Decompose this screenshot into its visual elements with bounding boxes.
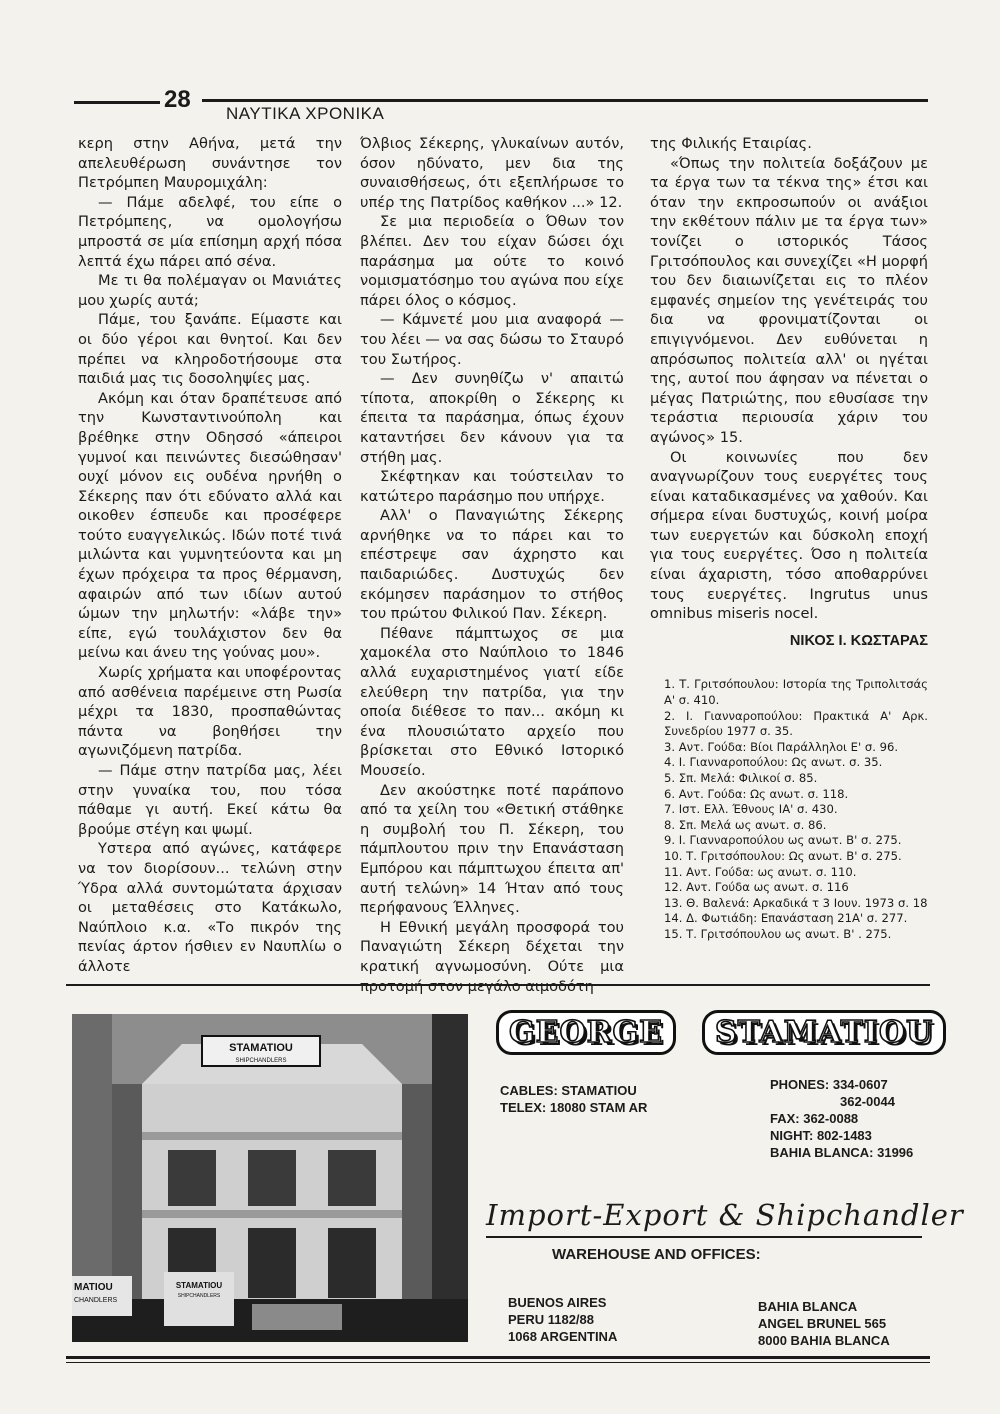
footnote: 5. Σπ. Μελά: Φιλικοί σ. 85.: [664, 771, 818, 785]
paragraph: — Δεν συνηθίζω ν' απαιτώ τίποτα, αποκρίθη ο Σέκερης κι έπειτα τα παράσημα, όπως έχουν καταντήσει δεν κάνουν για τα στήθη μας.: [360, 370, 624, 466]
paragraph: «Όπως την πολιτεία δοξάζουν με τα έργα των τα τέκνα της» έτσι και όταν την εκπροσωπούν οι ανάξιοι την εκθέτουν πάλιν με τα έργα των» τονίζει ο ιστορικός Τάσος Γριτσόπουλος και συνεχίζει «Η μορφή του δεν διαιωνίζεται εις το πλέον εμφανές σημείον της γενέτειράς του δια να φρονιματίζονται οι επιγιγνόμενοι. Δεν ευθύνεται η απρόσωπος πολιτεία αλλ' οι ηγέται της, αυτοί που άφησαν να πένεται ο μέγας Πατριώτης, που εθυσίασε την τεράστια περιουσία χάριν του αγώνος» 15.: [650, 154, 928, 446]
logo-george: GEORGE: [496, 1010, 676, 1055]
side-sign-text: MATIOU: [74, 1282, 113, 1293]
footnote: 3. Αντ. Γούδα: Βίοι Παράλληλοι Ε' σ. 96.: [664, 739, 899, 754]
author-byline: ΝΙΚΟΣ Ι. ΚΩΣΤΑΡΑΣ: [789, 632, 928, 649]
header-rule-left: [74, 101, 160, 104]
footnotes: [650, 677, 928, 942]
article-column-1: [78, 134, 342, 977]
paragraph: Αλλ' ο Παναγιώτης Σέκερης αρνήθηκε να το πάρει και το επέστρεψε σαν άχρηστο και παιδαριώδες. Δυστυχώς δεν εκόμησεν παράσημον το στήθος του πρώτου Φιλικού Παν. Σέκερη.: [360, 507, 624, 623]
paragraph: Σε μια περιοδεία ο Όθων τον βλέπει. Δεν του είχαν δώσει όχι παράσημα μα ούτε το κοινό νομισματόσημο του αγώνα που είχε πάρει όλος ο κόσμος.: [360, 213, 624, 309]
truck-sign-text: STAMATIOU: [175, 1281, 223, 1290]
paragraph: Με τι θα πολέμαγαν οι Μανιάτες μου χωρίς αυτά;: [78, 272, 342, 309]
shop-building-photo: [72, 1014, 468, 1342]
paragraph: της Φιλικής Εταιρίας.: [650, 135, 812, 152]
paragraph: κερη στην Αθήνα, μετά την απελευθέρωση συνάντησε τον Πετρόμπεη Μαυρομιχάλη:: [78, 135, 342, 192]
advertisement-bottom-rule: [66, 1356, 930, 1359]
contact-cables-telex: [500, 1082, 647, 1116]
footnote: 7. Ιστ. Ελλ. Έθνους ΙΑ' σ. 430.: [664, 802, 838, 817]
footnote: 6. Αντ. Γούδα: Ως ανωτ. σ. 118.: [664, 786, 849, 801]
paragraph: Οι κοινωνίες που δεν αναγνωρίζουν τους ευεργέτες τους είναι καταδικασμένες να χαθούν. Και σήμερα είναι δυστυχώς, κοινή μοίρα των ευεργετών και δύσκολη εποχή για τους ευεργέτες. Όσο η πολιτεία είναι άχαριστη, τόσο αποθαρρύνει τους ευεργέτες. Ingrutus unus omnibus miseris nocel.: [650, 448, 928, 623]
article-column-3: [650, 134, 928, 943]
footnote: 12. Αντ. Γούδα ως ανωτ. σ. 116: [664, 880, 849, 895]
address-line: BAHIA BLANCA: [758, 1299, 858, 1314]
sign-text: STAMATIOU: [229, 1042, 293, 1054]
address-bahia-blanca: [758, 1298, 890, 1349]
footnote: 10. Τ. Γριτσόπουλου: Ως ανωτ. Β' σ. 275.: [664, 848, 902, 863]
logo-stamatiou: STAMATIOU: [702, 1010, 946, 1055]
paragraph: — Πάμε αδελφέ, του είπε ο Πετρόμπεης, να ομολογήσω μπροστά σε μία επίσημη αρχή πόσα λεπτά έχω πάρει από σένα.: [78, 193, 342, 270]
fax: FAX: 362-0088: [770, 1111, 859, 1126]
paragraph: Χωρίς χρήματα και υποφέροντας από ασθένεια παρέμεινε στη Ρωσία μέχρι τα 1830, προσπαθώντας πάντα να βοηθήσει την αγωνιζόμενη πατρίδα.: [78, 664, 342, 760]
footnote: 2. Ι. Γιανναροπούλου: Πρακτικά Α' Αρκ. Συνεδρίου 1977 σ. 35.: [664, 708, 928, 739]
paragraph: Υστερα από αγώνες, κατάφερε να τον διορίσουν... τελώνη στην Ύδρα αλλά συντομώτατα άρχισαν οι μεταθέσεις στο Κατάκωλο, Ναύπλοιο κ.α. «Το πικρόν της πενίας άρτον ήσθιεν εν Ναυπλίω ο άλλοτε: [78, 840, 342, 975]
footnote: 15. Τ. Γριτσόπουλου ως ανωτ. Β' . 275.: [664, 926, 892, 941]
paragraph: Ακόμη και όταν δραπέτευσε από την Κωνσταντινούπολη και βρέθηκε στην Οδησσό «άπειροι γυμνοί και πεινώντες διεσώθησαν' ουχί μόνον εις ουδένα ηρνήθη ο Σέκερης παν ότι εδύνατο αλλά και οικοθεν έσπευδε και προσέφερε τούτο ευαγγελικώς. Ιδών ποτέ τινά μιλώντα και γυμνητεύοντα και μη έχων πρόχειρα τα προς θέρμανση, αφαιρών από των ιδίων αυτού ώμων την μηλωτήν: «λάβε την» είπε, εγώ τουλάχιστον δεν θα μείνω και άνευ της γούνας μου».: [78, 389, 342, 662]
advertisement-bottom-rule-thin: [66, 1362, 930, 1363]
paragraph: Πέθανε πάμπτωχος σε μια χαμοκέλα στο Ναύπλοιο το 1846 αλλά ευχαριστημένος γιατί είδε ελεύθερη την πατρίδα, για την οποία διέθεσε το παν... ακόμη κι ένα πλουσιώτατο αρχείο που βρίσκεται στο Εθνικό Ιστορικό Μουσείο.: [360, 624, 624, 779]
phones-1: PHONES: 334-0607: [770, 1077, 888, 1092]
footnote: 13. Θ. Βαλενά: Αρκαδικά τ 3 Ιουν. 1973 σ. 18: [664, 895, 928, 910]
warehouse-heading: WAREHOUSE AND OFFICES:: [552, 1246, 761, 1263]
address-buenos-aires: [508, 1294, 617, 1345]
header-rule-right: [202, 99, 928, 102]
address-line: 1068 ARGENTINA: [508, 1329, 618, 1344]
paragraph: Όλβιος Σέκερης, γλυκαίνων αυτόν, όσον ηδύνατο, μεν δια της συναισθήσεως, ότι εξεπλήρωσε το υπέρ της Πατρίδος καθήκον ...» 12.: [360, 135, 624, 211]
address-line: ANGEL BRUNEL 565: [758, 1316, 887, 1331]
address-line: BUENOS AIRES: [508, 1295, 607, 1310]
running-head: ΝΑΥΤΙΚΑ ΧΡΟΝΙΚΑ: [226, 104, 385, 123]
paragraph: Σκέφτηκαν και τούστειλαν το κατώτερο παράσημο που υπήρχε.: [360, 468, 624, 505]
footnote: 1. Τ. Γριτσόπουλου: Ιστορία της Τριπολιτσάς Α' σ. 410.: [664, 677, 928, 708]
footnote: 8. Σπ. Μελά ως ανωτ. σ. 86.: [664, 817, 827, 832]
contact-phones: [770, 1076, 913, 1161]
cables: CABLES: STAMATIOU: [500, 1083, 637, 1098]
phones-2: 362-0044: [840, 1094, 895, 1109]
bahia-phone: BAHIA BLANCA: 31996: [770, 1145, 914, 1160]
night: NIGHT: 802-1483: [770, 1128, 872, 1143]
truck-sign-subtext: SHIPCHANDLERS: [177, 1293, 221, 1299]
tagline-underline: [486, 1236, 922, 1238]
side-sign-subtext: CHANDLERS: [74, 1297, 118, 1304]
paragraph: — Κάμνετέ μου μια αναφορά — του λέει — να σας δώσω το Σταυρό του Σωτήρος.: [360, 311, 624, 368]
article-column-2: [360, 134, 624, 996]
paragraph: Η Εθνική μεγάλη προσφορά του Παναγιώτη Σέκερη δέχεται την κρατική αγνωμοσύνη. Ούτε μια προτομή στον μεγάλο αιμοδότη: [360, 918, 624, 995]
paragraph: Δεν ακούστηκε ποτέ παράπονο από τα χείλη του «Θετική στάθηκε η συμβολή του Π. Σέκερη, του πάμπλουτου πριν την Επανάσταση Εμπόρου και πάμπτωχου έπειτα απ' αυτή τελώνη» 14 Ήταν από τους περήφανους Έλληνες.: [360, 781, 624, 917]
page-number: 28: [164, 86, 191, 113]
paragraph: Πάμε, του ξανάπε. Είμαστε και οι δύο γέροι και θνητοί. Και δεν πρέπει να κληροδοτήσουμε στα παιδιά μας τις δοσοληψίες μας.: [78, 311, 342, 388]
address-line: PERU 1182/88: [508, 1312, 595, 1327]
footnote: 14. Δ. Φωτιάδη: Επανάσταση 21Α' σ. 277.: [664, 911, 908, 926]
footnote: 4. Ι. Γιανναροπούλου: Ως ανωτ. σ. 35.: [664, 755, 883, 770]
footnote: 9. Ι. Γιανναροπούλου ως ανωτ. Β' σ. 275.: [664, 833, 902, 848]
paragraph: — Πάμε στην πατρίδα μας, λέει στην γυναίκα του, που τόσα πάθαμε γι αυτή. Εκεί κάτω θα βρούμε στέγη και ψωμί.: [78, 762, 342, 838]
footnote: 11. Αντ. Γούδα: ως ανωτ. σ. 110.: [664, 864, 857, 879]
telex: TELEX: 18080 STAM AR: [500, 1100, 648, 1115]
address-line: 8000 BAHIA BLANCA: [758, 1333, 890, 1348]
sign-subtext: SHIPCHANDLERS: [235, 1058, 287, 1064]
tagline: Import-Export & Shipchandler: [486, 1198, 964, 1232]
